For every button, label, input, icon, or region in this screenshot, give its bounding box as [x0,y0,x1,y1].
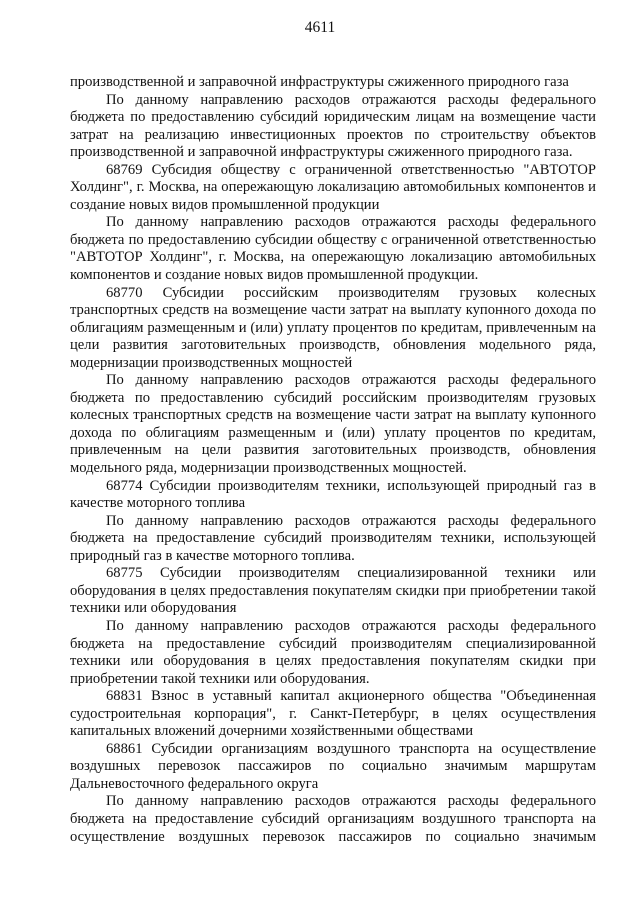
paragraph-code-68775: 68775 Субсидии производителям специализированной техники или оборудования в целях предоставления покупателям скидки при приобретении такой техники или оборудования [70,565,596,617]
paragraph-description: По данному направлению расходов отражаются расходы федерального бюджета по предоставлению субсидии обществу с ограниченной ответственностью "АВТОТОР Холдинг", г. Москва, на опережающую локализацию автомобильных компонентов и создание новых видов промышленной продукции. [70,214,596,284]
paragraph-code-68770: 68770 Субсидии российским производителям грузовых колесных транспортных средств на возмещение части затрат на выплату купонного дохода по облигациям размещенным и (или) уплату процентов по кредитам, привлеченным на цели развития заготовительных производств, обновления модельного ряда, модернизации производственных мощностей [70,284,596,371]
paragraph-description: По данному направлению расходов отражаются расходы федерального бюджета на предоставление субсидий производителям специализированной техники или оборудования в целях предоставления покупателям скидки при приобретении такой техники или оборудования. [70,617,596,687]
paragraph-description: По данному направлению расходов отражаются расходы федерального бюджета на предоставление субсидий производителям техники, использующей природный газ в качестве моторного топлива. [70,512,596,564]
paragraph-continuation: производственной и заправочной инфраструктуры сжиженного природного газа [70,74,569,90]
paragraph-description: По данному направлению расходов отражаются расходы федерального бюджета по предоставлению субсидий российским производителям грузовых колесных транспортных средств на возмещение части затрат на выплату купонного дохода по облигациям размещенным и (или) уплату процентов по кредитам, привлеченным на цели развития заготовительных производств, обновления модельного ряда, модернизации производственных мощностей. [70,372,596,477]
paragraph-code-68774: 68774 Субсидии производителям техники, использующей природный газ в качестве моторного топлива [70,477,596,512]
paragraph-code-68769: 68769 Субсидия обществу с ограниченной ответственностью "АВТОТОР Холдинг", г. Москва, на опережающую локализацию автомобильных компонентов и создание новых видов промышленной продукции [70,161,596,213]
paragraph-code-68861: 68861 Субсидии организациям воздушного транспорта на осуществление воздушных перевозок пассажиров по социально значимым маршрутам Дальневосточного федерального округа [70,740,596,792]
paragraph-code-68831: 68831 Взнос в уставный капитал акционерного общества "Объединенная судостроительная корпорация", г. Санкт-Петербург, в целях осуществления капитальных вложений дочерними хозяйственными обществами [70,688,596,740]
paragraph-description: По данному направлению расходов отражаются расходы федерального бюджета по предоставлению субсидий юридическим лицам на возмещение части затрат на реализацию инвестиционных проектов по строительству объектов производственной и заправочной инфраструктуры сжиженного природного газа. [70,91,596,161]
page-number: 4611 [304,19,336,36]
document-body [70,74,596,846]
paragraph-description: По данному направлению расходов отражаются расходы федерального бюджета на предоставление субсидий организациям воздушного транспорта на осуществление воздушных перевозок пассажиров по социально значимым [70,793,596,845]
